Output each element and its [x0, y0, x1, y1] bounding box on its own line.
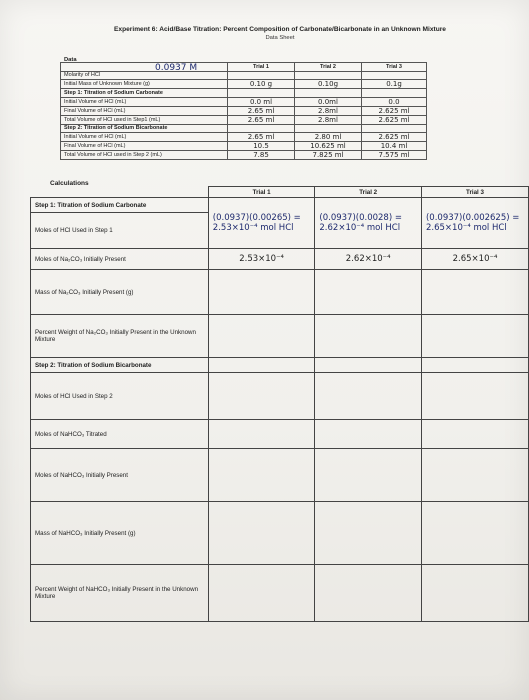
data-cell	[362, 89, 427, 98]
data-table-corner	[61, 63, 228, 72]
page-subtitle: Data Sheet	[265, 35, 295, 41]
calc-row-label: Moles of NaHCO₃ Titrated	[31, 420, 209, 449]
data-table	[60, 62, 427, 160]
calc-cell	[315, 420, 422, 449]
data-cell: 7.825 ml	[295, 151, 362, 160]
data-col-header: Trial 2	[295, 63, 362, 72]
calc-cell	[208, 270, 315, 315]
data-row	[61, 151, 427, 160]
calc-cell	[208, 449, 315, 502]
calc-row-label: Moles of HCl Used in Step 1	[31, 213, 209, 249]
data-row-section	[61, 124, 427, 133]
calc-cell	[315, 315, 422, 358]
calc-row-label: Mass of NaHCO₃ Initially Present (g)	[31, 502, 209, 565]
data-row-label: Total Volume of HCl used in Step1 (mL)	[61, 115, 228, 124]
data-cell: 7.575 ml	[362, 151, 427, 160]
data-cell: 0.10g	[295, 80, 362, 89]
data-row-label: Step 2: Titration of Sodium Bicarbonate	[61, 124, 228, 133]
data-row-label: Initial Volume of HCl (mL)	[61, 133, 228, 142]
calc-cell	[315, 198, 422, 249]
data-row-section	[61, 89, 427, 98]
data-row-label: Initial Volume of HCl (mL)	[61, 97, 228, 106]
calc-cell	[421, 420, 528, 449]
data-cell: 0.0 ml	[228, 97, 295, 106]
data-cell	[228, 124, 295, 133]
data-cell: 2.65 ml	[228, 133, 295, 142]
calc-cell	[315, 373, 422, 420]
calc-row	[31, 420, 529, 449]
data-row-label: Final Volume of HCl (mL)	[61, 142, 228, 151]
calc-cell	[421, 502, 528, 565]
data-row	[61, 106, 427, 115]
calc-row-label: Mass of Na₂CO₃ Initially Present (g)	[31, 270, 209, 315]
data-cell	[295, 124, 362, 133]
calc-cell: 2.62×10⁻⁴	[315, 249, 422, 270]
calc-row-label: Moles of HCl Used in Step 2	[31, 373, 209, 420]
data-cell	[228, 89, 295, 98]
data-cell: 10.4 ml	[362, 142, 427, 151]
calc-cell-text: (0.0937)(0.00265) = 2.53×10⁻⁴ mol HCl	[212, 213, 301, 233]
calc-row	[31, 502, 529, 565]
data-row	[61, 142, 427, 151]
data-cell: 2.625 ml	[362, 133, 427, 142]
calc-row	[31, 449, 529, 502]
calc-cell	[421, 565, 528, 622]
data-cell: 2.625 ml	[362, 115, 427, 124]
calculations-label: Calculations	[50, 180, 89, 187]
data-row-label: Total Volume of HCl used in Step 2 (mL)	[61, 151, 228, 160]
calc-header-row	[31, 187, 529, 198]
calc-section-row	[31, 198, 529, 213]
calc-cell	[208, 565, 315, 622]
calc-row	[31, 373, 529, 420]
data-cell: 10.625 ml	[295, 142, 362, 151]
calc-row	[31, 315, 529, 358]
data-row	[61, 97, 427, 106]
calc-cell: 2.53×10⁻⁴	[208, 249, 315, 270]
calc-cell	[421, 373, 528, 420]
calc-row-label: Percent Weight of Na₂CO₃ Initially Present in the Unknown Mixture	[31, 315, 209, 358]
data-cell	[362, 71, 427, 80]
data-cell: 2.625 ml	[362, 106, 427, 115]
calc-cell-text: (0.0937)(0.002625) = 2.65×10⁻⁴ mol HCl	[425, 213, 520, 233]
calc-cell	[208, 502, 315, 565]
calc-row	[31, 270, 529, 315]
calc-col-header: Trial 3	[421, 187, 528, 198]
data-table-header-row	[61, 63, 427, 72]
calc-cell	[315, 565, 422, 622]
calc-cell-text: (0.0937)(0.0028) = 2.62×10⁻⁴ mol HCl	[319, 213, 402, 233]
molarity-handwritten: 0.0937 M	[155, 63, 198, 73]
data-row-label: Final Volume of HCl (mL)	[61, 106, 228, 115]
data-row	[61, 133, 427, 142]
data-row-label: Initial Mass of Unknown Mixture (g)	[61, 80, 228, 89]
calc-cell	[208, 358, 315, 373]
calc-col-header: Trial 1	[208, 187, 315, 198]
data-cell: 0.10 g	[228, 80, 295, 89]
data-cell	[295, 71, 362, 80]
data-cell: 0.1g	[362, 80, 427, 89]
data-cell: 0.0	[362, 97, 427, 106]
data-cell: 2.65 ml	[228, 115, 295, 124]
data-cell: 2.65 ml	[228, 106, 295, 115]
calc-cell	[208, 373, 315, 420]
calc-cell	[421, 315, 528, 358]
data-cell: 7.85	[228, 151, 295, 160]
calc-cell	[315, 449, 422, 502]
calc-cell: 2.65×10⁻⁴	[421, 249, 528, 270]
data-col-header: Trial 3	[362, 63, 427, 72]
calc-cell	[315, 358, 422, 373]
calc-cell	[208, 420, 315, 449]
calc-cell	[208, 315, 315, 358]
calc-row	[31, 565, 529, 622]
calc-row-label: Percent Weight of NaHCO₃ Initially Present in the Unknown Mixture	[31, 565, 209, 622]
calc-row-label: Moles of NaHCO₃ Initially Present	[31, 449, 209, 502]
calc-section-heading: Step 1: Titration of Sodium Carbonate	[31, 198, 209, 213]
data-cell: 2.8ml	[295, 115, 362, 124]
calc-table-corner	[31, 187, 209, 198]
calc-section-row	[31, 358, 529, 373]
data-row	[61, 71, 427, 80]
calc-cell	[421, 358, 528, 373]
data-row	[61, 115, 427, 124]
data-section-label: Data	[64, 57, 77, 63]
calc-cell	[315, 502, 422, 565]
data-cell: 2.80 ml	[295, 133, 362, 142]
calc-cell	[421, 198, 528, 249]
data-col-header: Trial 1	[228, 63, 295, 72]
data-cell	[228, 71, 295, 80]
calc-cell	[421, 449, 528, 502]
data-row-label: Molarity of HCl	[61, 71, 228, 80]
data-row-label: Step 1: Titration of Sodium Carbonate	[61, 89, 228, 98]
data-cell	[362, 124, 427, 133]
calc-row-label: Moles of Na₂CO₃ Initially Present	[31, 249, 209, 270]
calc-cell	[315, 270, 422, 315]
data-cell: 0.0ml	[295, 97, 362, 106]
data-cell: 10.5	[228, 142, 295, 151]
calc-section-heading: Step 2: Titration of Sodium Bicarbonate	[31, 358, 209, 373]
calc-cell	[208, 198, 315, 249]
page-title: Experiment 6: Acid/Base Titration: Percent Composition of Carbonate/Bicarbonate in an Unknown Mixture	[114, 26, 446, 33]
calc-row	[31, 249, 529, 270]
calculations-table	[30, 186, 529, 622]
data-cell: 2.8ml	[295, 106, 362, 115]
calc-cell	[421, 270, 528, 315]
data-cell	[295, 89, 362, 98]
calc-col-header: Trial 2	[315, 187, 422, 198]
data-row	[61, 80, 427, 89]
